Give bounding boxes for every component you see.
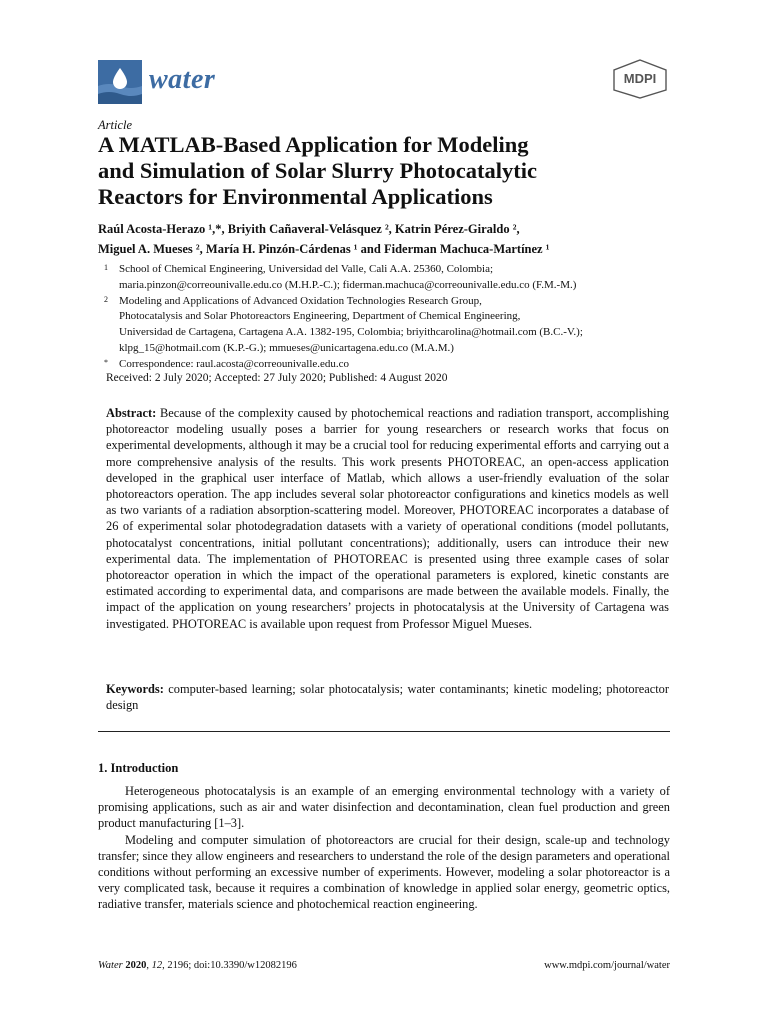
title-line: and Simulation of Solar Slurry Photocatalytic xyxy=(98,158,537,183)
title-line: A MATLAB-Based Application for Modeling xyxy=(98,132,529,157)
affiliation-line: School of Chemical Engineering, Universidad del Valle, Cali A.A. 25360, Colombia; xyxy=(119,263,494,275)
journal-url[interactable]: www.mdpi.com/journal/water xyxy=(544,960,670,971)
author-list xyxy=(98,219,678,259)
paragraph: Heterogeneous photocatalysis is an example of an emerging environmental technology with a variety of promising applications, such as air and water disinfection and decontamination, clean fuel production and green product manufacturing [1–3]. xyxy=(98,784,670,831)
author-line: Miguel A. Mueses ², María H. Pinzón-Cárdenas ¹ and Fiderman Machuca-Martínez ¹ xyxy=(98,242,550,256)
introduction-body xyxy=(98,783,670,913)
water-drop-icon xyxy=(98,60,142,104)
footer-journal: Water xyxy=(98,960,123,971)
affiliation-line: Correspondence: raul.acosta@correounivalle.edu.co xyxy=(119,357,350,370)
title-line: Reactors for Environmental Applications xyxy=(98,184,493,209)
affiliation-mark: 2 xyxy=(104,294,108,304)
keywords xyxy=(106,681,669,713)
affiliation-line: klpg_15@hotmail.com (K.P.-G.); mmueses@unicartagena.edu.co (M.A.M.) xyxy=(119,341,454,354)
abstract xyxy=(106,405,669,632)
correspondence xyxy=(104,357,684,373)
keywords-label: Keywords: xyxy=(106,682,164,696)
footer-volume: 12 xyxy=(151,960,163,971)
affiliation-line: Universidad de Cartagena, Cartagena A.A. 1382-195, Colombia; briyithcarolina@hotmail.com (B.C.-V.); xyxy=(119,326,583,339)
keywords-text: computer-based learning; solar photocatalysis; water contaminants; kinetic modeling; photoreactor design xyxy=(106,682,669,713)
publication-dates: Received: 2 July 2020; Accepted: 27 July 2020; Published: 4 August 2020 xyxy=(106,372,448,384)
affiliation-mark: * xyxy=(104,357,108,367)
journal-logo xyxy=(98,60,142,104)
affiliation-line: Photocatalysis and Solar Photoreactors Engineering, Department of Chemical Engineering, xyxy=(119,310,521,323)
section-heading: 1. Introduction xyxy=(98,761,179,775)
author-line: Raúl Acosta-Herazo ¹,*, Briyith Cañaveral-Velásquez ², Katrin Pérez-Giraldo ², xyxy=(98,222,520,236)
affiliation-1 xyxy=(104,262,684,294)
footer-doi: , 2196; doi:10.3390/w12082196 xyxy=(162,960,297,971)
footer-year: 2020 xyxy=(125,960,147,971)
affiliation-line: Modeling and Applications of Advanced Oxidation Technologies Research Group, xyxy=(119,294,482,307)
abstract-label: Abstract: xyxy=(106,406,157,420)
abstract-text: Because of the complexity caused by photochemical reactions and radiation transport, accomplishing photoreactor modeling usually poses a barrier for young researchers or research works that focus on experimental developments, although it may be a crucial tool for reducing experimental efforts and carrying out a more comprehensive analysis of the results. This work presents PHOTOREAC, an open-access application developed in the graphical user interface of Matlab, which allows a user-friendly evaluation of the solar photoreactors operation. The app includes several solar photoreactor configurations and kinetics models as well as two variants of a radiation absorption-scattering model. Moreover, PHOTOREAC incorporates a database of 26 of experimental solar photodegradation datasets with a variety of operational conditions (model pollutants, photocatalyst concentrations, initial pollutant concentrations); additionally, users can introduce their new experimental data. The implementation of PHOTOREAC is presented using three example cases of solar photoreactor operation in which the impact of the operational parameters is explored, kinetic constants are estimated according to experimental data, and comparisons are made between the available models. Finally, the impact of the application on young researchers’ projects in photocatalysis at the University of Cartagena was investigated. PHOTOREAC is available upon request from Professor Miguel Mueses. xyxy=(106,406,669,631)
mdpi-logo-icon xyxy=(610,58,670,100)
journal-name: water xyxy=(149,64,216,95)
footer-citation: Water 2020, 12, 2196; doi:10.3390/w12082196 xyxy=(98,960,297,971)
affiliation-mark: 1 xyxy=(104,263,108,272)
article-type: Article xyxy=(98,118,133,132)
section-divider xyxy=(98,731,670,732)
affiliation-2 xyxy=(104,294,684,357)
affiliation-line: maria.pinzon@correounivalle.edu.co (M.H.P.-C.); fiderman.machuca@correounivalle.edu.co (F.M.-M.) xyxy=(119,278,577,291)
paragraph: Modeling and computer simulation of photoreactors are crucial for their design, scale-up and technology transfer; since they allow engineers and researchers to understand the role of the design parameters and operational conditions without performing an excessive number of experiments. However, modeling a solar photoreactor is a very complicated task, because it requires a combination of knowledge in applied solar energy, geometric optics, radiative transfer, materials science and photochemical reaction engineering. xyxy=(98,832,670,912)
affiliations xyxy=(104,262,684,373)
publisher-name: MDPI xyxy=(623,71,657,86)
article-title xyxy=(98,132,658,210)
